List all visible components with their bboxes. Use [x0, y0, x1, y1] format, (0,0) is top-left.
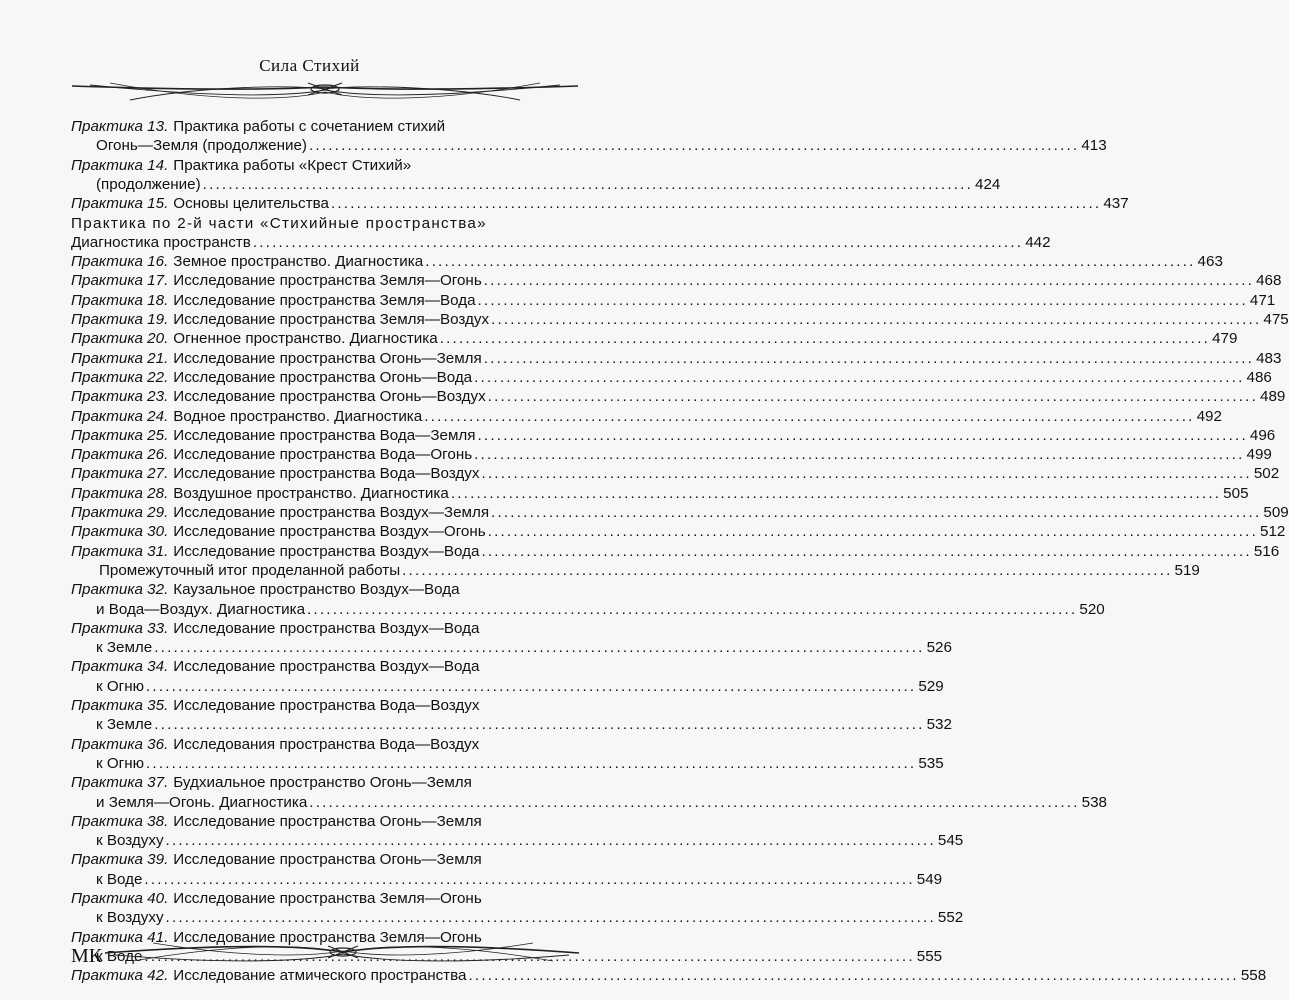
toc-entry-label: Практика 42. [71, 967, 169, 985]
toc-entry-label: Практика 15. [71, 195, 169, 213]
toc-entry [71, 734, 479, 754]
toc-leader-dots: ........................................................................................................................ [144, 870, 915, 888]
toc-entry-label: Практика 24. [71, 407, 169, 425]
toc-page-number: 535 [918, 754, 944, 772]
toc-leader-dots: ........................................................................................................................ [491, 311, 1262, 328]
toc-entry [96, 174, 1001, 194]
toc-entry-label: Практика 20. [71, 330, 169, 348]
toc-page-number: 538 [1081, 793, 1107, 811]
toc-entry [71, 406, 1222, 426]
toc-leader-dots: ........................................................................................................................ [154, 639, 925, 657]
toc-entry-label: Практика 38. [71, 812, 169, 830]
toc-entry-title: Исследование пространства Огонь—Вода [173, 368, 473, 386]
toc-page-number: 555 [916, 947, 943, 965]
toc-entry-label: Практика 36. [71, 735, 169, 753]
toc-entry-label: Практика 25. [71, 426, 169, 444]
toc-leader-dots: ........................................................................................................................ [487, 388, 1259, 406]
toc-page-number: 529 [918, 677, 944, 695]
toc-entry-title: (продолжение) [96, 175, 201, 193]
toc-entry-title: Диагностика пространств [71, 233, 251, 251]
toc-page-number: 496 [1249, 426, 1276, 444]
toc-entry-label: Практика 22. [71, 368, 169, 386]
toc-entry-label: Практика 16. [71, 253, 169, 271]
toc-entry [71, 521, 1286, 541]
toc-leader-dots: ........................................................................................................................ [307, 600, 1078, 618]
toc-entry-title: к Воздуху [96, 832, 164, 850]
toc-page-number: 471 [1249, 291, 1276, 309]
toc-page-number: 505 [1223, 484, 1249, 502]
toc-entry-title: к Огню [96, 754, 144, 772]
toc-leader-dots: ........................................................................................................................ [154, 716, 925, 734]
toc-entry [96, 907, 964, 927]
toc-entry [96, 830, 964, 850]
toc-entry-label: Практика 41. [71, 928, 169, 946]
toc-entry-title: Исследование пространства Вода—Земля [173, 426, 476, 444]
toc-entry [96, 714, 952, 734]
toc-entry-title: Исследование пространства Земля—Огонь [173, 928, 482, 946]
toc-entry-label: Практика 26. [71, 446, 169, 464]
toc-page-number: 442 [1025, 233, 1051, 251]
toc-leader-dots: ........................................................................................................................ [491, 504, 1262, 521]
toc-entry [71, 444, 1272, 464]
toc-entry-label: Практика 18. [71, 291, 169, 309]
toc-entry-label: Практика 28. [71, 484, 169, 502]
toc-entry [96, 135, 1107, 155]
toc-entry-title: Исследование атмического пространства [173, 967, 467, 985]
toc-leader-dots: ........................................................................................................................ [252, 233, 1024, 251]
toc-entry [96, 869, 943, 889]
publisher-logo: МК [71, 945, 103, 967]
toc-entry-title: к Воде [96, 870, 143, 888]
toc-entry [96, 753, 944, 773]
toc-entry-label: Практика 34. [71, 658, 169, 676]
toc-entry [71, 425, 1276, 445]
footer-ornament [103, 936, 581, 968]
toc-leader-dots: ........................................................................................................................ [450, 484, 1222, 502]
toc-leader-dots: ........................................................................................................................ [483, 349, 1255, 367]
toc-entry-title: Исследование пространства Огонь—Воздух [173, 388, 486, 406]
toc-entry-title: к Земле [96, 639, 153, 657]
toc-entry [71, 483, 1249, 503]
toc-leader-dots: ........................................................................................................................ [146, 677, 917, 695]
toc-entry [71, 193, 1129, 213]
toc-entry [71, 965, 1267, 985]
toc-entry [71, 367, 1272, 387]
toc-leader-dots: ........................................................................................................................ [439, 330, 1211, 348]
toc-entry-title: Основы целительства [173, 195, 329, 213]
toc-leader-dots: ........................................................................................................................ [474, 368, 1245, 386]
toc-entry-title: к Огню [96, 677, 144, 695]
toc-leader-dots: ........................................................................................................................ [483, 272, 1255, 290]
toc-entry-title: Практика работы «Крест Стихий» [173, 156, 412, 174]
toc-entry [71, 772, 472, 792]
toc-entry [71, 116, 445, 136]
toc-entry-title: Земное пространство. Диагностика [173, 253, 424, 271]
toc-entry-title: Будхиальное пространство Огонь—Земля [173, 774, 472, 792]
toc-entry-title: Исследования пространства Вода—Воздух [173, 735, 480, 753]
toc-entry-label: Практика 33. [71, 619, 169, 637]
toc-entry-title: Исследование пространства Воздух—Вода [173, 542, 480, 560]
toc-entry [71, 290, 1276, 310]
toc-entry [71, 328, 1238, 348]
toc-entry [71, 811, 482, 831]
toc-page-number: 489 [1260, 388, 1286, 406]
toc-page-number: 502 [1253, 465, 1280, 483]
toc-entry-title: Исследование пространства Огонь—Земля [173, 851, 482, 869]
toc-page-number: 463 [1197, 253, 1223, 271]
toc-leader-dots: ........................................................................................................................ [309, 793, 1080, 811]
toc-entry [71, 463, 1280, 483]
toc-entry-title: Исследование пространства Вода—Воздух [173, 697, 480, 714]
toc-page-number: 558 [1240, 967, 1267, 985]
toc-page-number: 468 [1256, 272, 1282, 290]
toc-leader-dots: ........................................................................................................................ [330, 195, 1102, 213]
toc-leader-dots: ........................................................................................................................ [146, 754, 917, 772]
toc-leader-dots: ........................................................................................................................ [477, 426, 1248, 444]
toc-entry-title: к Воде [96, 947, 143, 965]
toc-page-number: 479 [1212, 330, 1238, 348]
toc-entry-label: Практика 32. [71, 581, 169, 599]
toc-entry-label: Практика 23. [71, 388, 169, 406]
toc-entry-title: Огненное пространство. Диагностика [173, 330, 438, 348]
toc-entry [71, 251, 1223, 271]
toc-entry-label: Практика 40. [71, 890, 169, 907]
toc-entry-title: и Земля—Огонь. Диагностика [96, 793, 308, 811]
toc-leader-dots: ........................................................................................................................ [425, 253, 1196, 271]
toc-page-number: 424 [975, 175, 1001, 193]
toc-entry [71, 541, 1280, 561]
toc-entry [71, 618, 479, 638]
toc-entry-title: к Земле [96, 716, 153, 734]
toc-entry [71, 502, 1289, 522]
toc-leader-dots: ........................................................................................................................ [424, 407, 1195, 425]
toc-entry [71, 232, 1051, 252]
toc-page-number: 492 [1196, 407, 1222, 425]
toc-entry-title: Исследование пространства Воздух—Вода [173, 658, 480, 676]
toc-entry-label: Практика 17. [71, 272, 169, 290]
toc-page-number: 413 [1081, 137, 1107, 155]
toc-entry [71, 386, 1286, 406]
toc-entry-title: Исследование пространства Земля—Огонь [173, 890, 482, 907]
toc-page-number: 532 [926, 716, 952, 734]
toc-entry [71, 348, 1282, 368]
toc-entry-label: Практика 31. [71, 542, 169, 560]
toc-entry-label: Практика 29. [71, 504, 169, 521]
toc-entry [71, 849, 482, 869]
toc-entry-title: Практика по 2-й части «Стихийные пространства» [71, 214, 487, 232]
toc-entry-title: и Вода—Воздух. Диагностика [96, 600, 306, 618]
toc-page-number: 526 [926, 639, 952, 657]
toc-entry-label: Практика 21. [71, 349, 169, 367]
toc-leader-dots: ........................................................................................................................ [165, 909, 936, 927]
toc-entry-title: Огонь—Земля (продолжение) [96, 137, 307, 155]
toc-leader-dots: ........................................................................................................................ [468, 967, 1239, 985]
toc-entry-title: Исследование пространства Огонь—Земля [173, 812, 482, 830]
toc-entry [71, 155, 411, 175]
toc-page-number: 512 [1260, 523, 1286, 541]
toc-entry-label: Практика 39. [71, 851, 169, 869]
toc-page-number: 509 [1263, 504, 1289, 521]
toc-entry [96, 792, 1107, 812]
toc-entry-title: Исследование пространства Огонь—Земля [173, 349, 482, 367]
toc-page-number: 549 [916, 870, 943, 888]
toc-page-number: 552 [937, 909, 964, 927]
toc-entry-title: Практика работы с сочетанием стихий [173, 118, 446, 135]
toc-entry-label: Практика 19. [71, 311, 169, 328]
toc-entry-title: Исследование пространства Земля—Воздух [173, 311, 490, 328]
toc-entry-title: Исследование пространства Воздух—Земля [173, 504, 490, 521]
toc-entry-title: Водное пространство. Диагностика [173, 407, 423, 425]
toc-leader-dots: ........................................................................................................................ [308, 137, 1080, 155]
toc-entry [99, 560, 1200, 580]
toc-entry [71, 579, 460, 599]
toc-leader-dots: ........................................................................................................................ [202, 175, 974, 193]
toc-entry [71, 656, 479, 676]
toc-entry-label: Практика 27. [71, 465, 169, 483]
toc-entry-label: Практика 30. [71, 523, 169, 541]
toc-entry [71, 270, 1282, 290]
toc-entry [71, 888, 482, 908]
toc-entry-title: Промежуточный итог проделанной работы [99, 561, 401, 579]
toc-entry-label: Практика 35. [71, 697, 169, 714]
toc-leader-dots: ........................................................................................................................ [165, 832, 936, 850]
toc-entry-title: Исследование пространства Земля—Огонь [173, 272, 482, 290]
toc-leader-dots: ........................................................................................................................ [402, 561, 1173, 579]
toc-page-number: 545 [937, 832, 964, 850]
toc-entry-label: Практика 37. [71, 774, 169, 792]
toc-leader-dots: ........................................................................................................................ [487, 523, 1259, 541]
toc-entry-title: Исследование пространства Земля—Вода [173, 291, 476, 309]
toc-leader-dots: ........................................................................................................................ [474, 446, 1245, 464]
toc-page-number: 437 [1103, 195, 1129, 213]
toc-entry [96, 676, 944, 696]
toc-entry-title: Исследование пространства Воздух—Огонь [173, 523, 486, 541]
toc-entry-title: Исследование пространства Вода—Огонь [173, 446, 473, 464]
toc-entry-title: Каузальное пространство Воздух—Вода [173, 581, 460, 599]
toc-leader-dots: ........................................................................................................................ [144, 947, 915, 965]
toc-page-number: 519 [1174, 561, 1200, 579]
running-header: Сила Стихий [259, 56, 360, 75]
toc-entry [96, 637, 952, 657]
toc-page-number: 475 [1263, 311, 1289, 328]
toc-page-number: 520 [1079, 600, 1105, 618]
toc-entry-title: к Воздуху [96, 909, 164, 927]
toc-leader-dots: ........................................................................................................................ [481, 465, 1252, 483]
toc-page-number: 483 [1256, 349, 1282, 367]
toc-entry-title: Исследование пространства Вода—Воздух [173, 465, 480, 483]
toc-entry-label: Практика 13. [71, 118, 169, 135]
header-ornament [70, 76, 580, 106]
toc-page-number: 516 [1253, 542, 1280, 560]
toc-entry-title: Исследование пространства Воздух—Вода [173, 619, 480, 637]
toc-page-number: 499 [1246, 446, 1272, 464]
toc-entry-label: Практика 14. [71, 156, 169, 174]
toc-leader-dots: ........................................................................................................................ [481, 542, 1252, 560]
toc-page-number: 486 [1246, 368, 1272, 386]
toc-entry [71, 309, 1289, 329]
toc-leader-dots: ........................................................................................................................ [477, 291, 1248, 309]
toc-entry [71, 695, 479, 715]
toc-entry [96, 599, 1105, 619]
toc-entry [71, 213, 487, 233]
toc-entry-title: Воздушное пространство. Диагностика [173, 484, 449, 502]
